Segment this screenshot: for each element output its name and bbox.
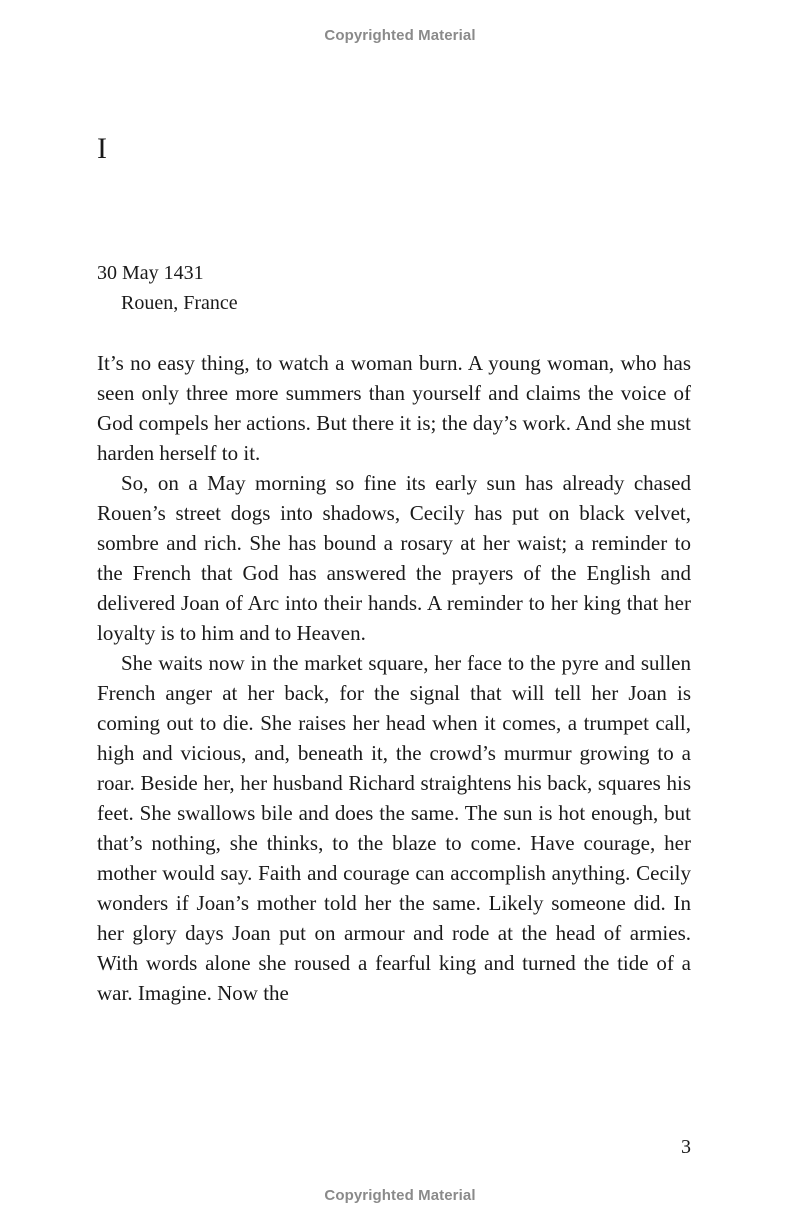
copyright-watermark-top: Copyrighted Material bbox=[324, 27, 476, 44]
dateline bbox=[97, 258, 238, 318]
copyright-watermark-bottom: Copyrighted Material bbox=[324, 1187, 476, 1204]
chapter-number: I bbox=[97, 132, 107, 165]
paragraph-1: It’s no easy thing, to watch a woman burn. A young woman, who has seen only three more summers than yourself and claims the voice of God compels her actions. But there it is; the day’s work. And she must harden herself to it. bbox=[97, 351, 691, 465]
dateline-place: Rouen, France bbox=[121, 292, 238, 314]
page-number: 3 bbox=[681, 1136, 691, 1158]
body-text bbox=[97, 348, 691, 1008]
paragraph-2: So, on a May morning so fine its early sun has already chased Rouen’s street dogs into shadows, Cecily has put on black velvet, sombre and rich. She has bound a rosary at her waist; a reminder to the French that God has answered the prayers of the English and delivered Joan of Arc into their hands. A reminder to her king that her loyalty is to him and to Heaven. bbox=[97, 471, 691, 645]
dateline-date: 30 May 1431 bbox=[97, 262, 204, 284]
paragraph-3: She waits now in the market square, her face to the pyre and sullen French anger at her back, for the signal that will tell her Joan is coming out to die. She raises her head when it comes, a trumpet call, high and vicious, and, beneath it, the crowd’s murmur growing to a roar. Beside her, her husband Richard straightens his back, squares his feet. She swallows bile and does the same. The sun is hot enough, but that’s nothing, she thinks, to the blaze to come. Have courage, her mother would say. Faith and courage can accomplish anything. Cecily wonders if Joan’s mother told her the same. Likely someone did. In her glory days Joan put on armour and rode at the head of armies. With words alone she roused a fearful king and turned the tide of a war. Imagine. Now the bbox=[97, 651, 691, 1005]
